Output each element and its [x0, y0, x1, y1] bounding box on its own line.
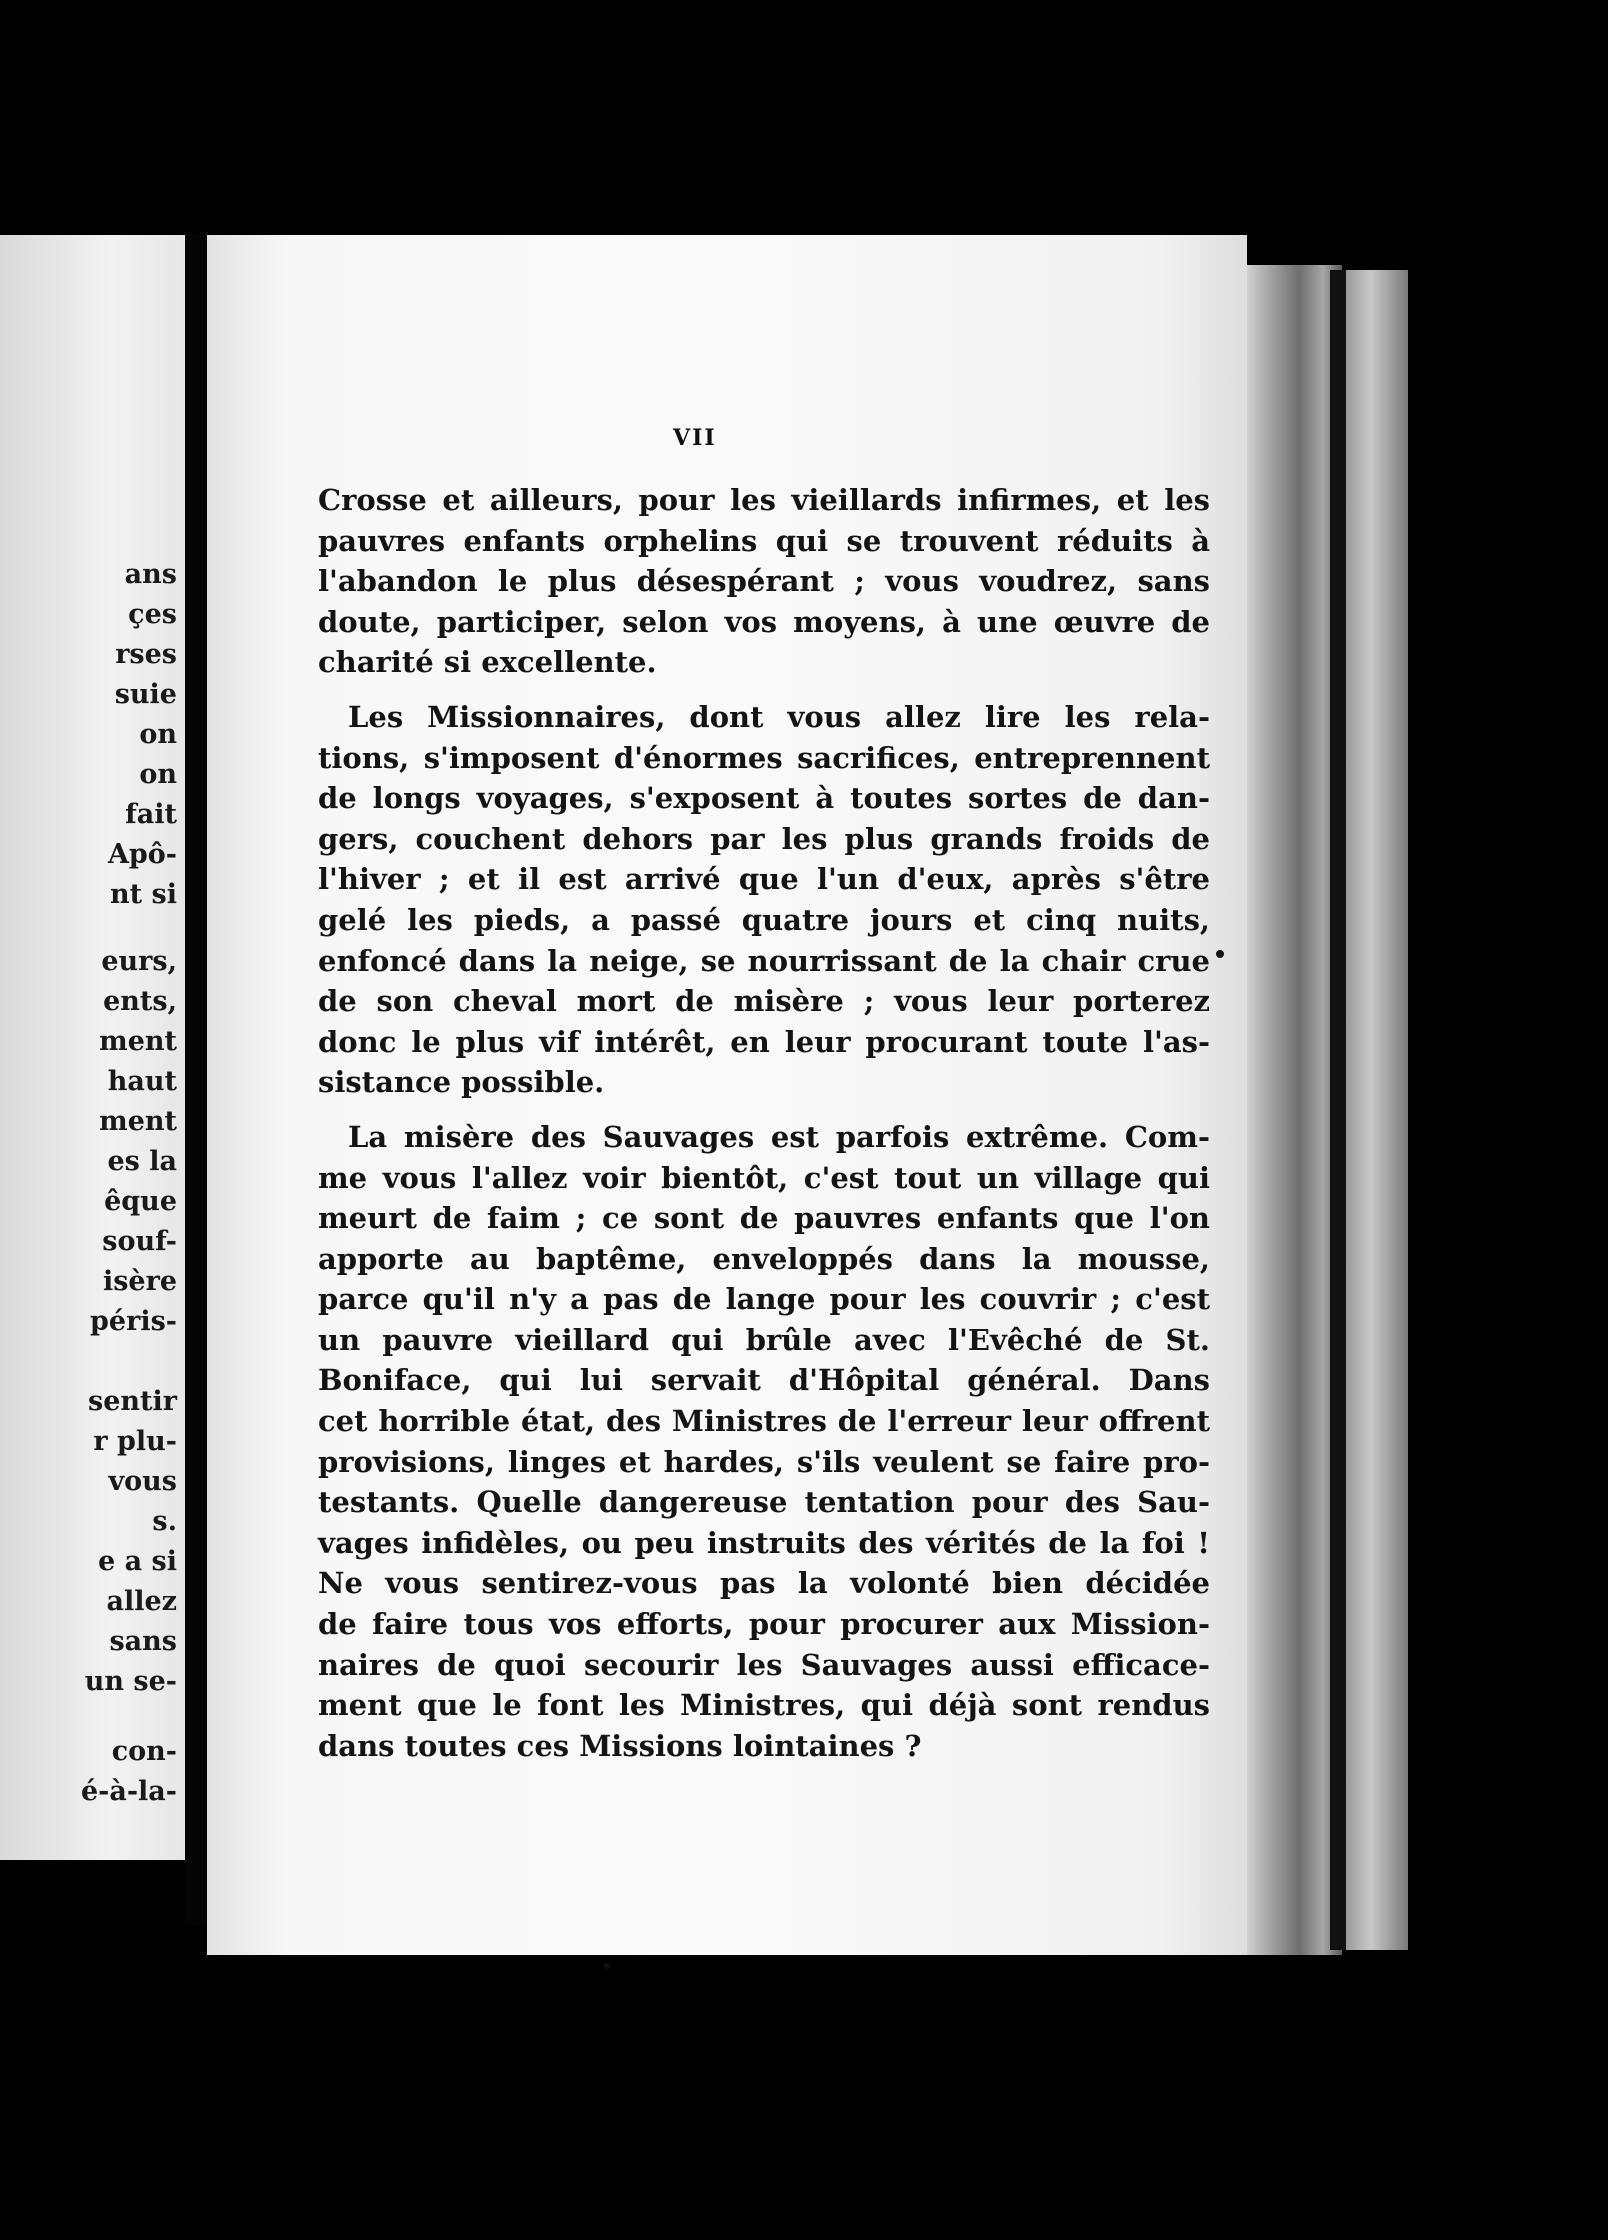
- page-block-edge: [1247, 265, 1342, 1955]
- speck: [604, 1963, 610, 1969]
- text-line: testants. Quelle dangereuse tentation pour des Sau-: [318, 1485, 1210, 1520]
- left-page-fragment: [0, 235, 185, 1860]
- left-page-line: ment: [99, 1026, 177, 1057]
- paragraph: [318, 697, 1210, 1103]
- text-line: cet horrible état, des Ministres de l'erreur leur offrent: [318, 1404, 1210, 1439]
- paragraph-gap: [318, 683, 1210, 697]
- text-line: dans toutes ces Missions lointaines ?: [318, 1728, 922, 1763]
- text-line: Crosse et ailleurs, pour les vieillards infirmes, et les: [318, 483, 1210, 517]
- text-line: provisions, linges et hardes, s'ils veulent se faire pro-: [318, 1444, 1210, 1479]
- text-line: Boniface, qui lui servait d'Hôpital général. Dans: [318, 1363, 1210, 1398]
- text-line: meurt de faim ; ce sont de pauvres enfants que l'on: [318, 1201, 1210, 1236]
- left-page-line: allez: [106, 1586, 177, 1617]
- text-line: enfoncé dans la neige, se nourrissant de la chair crue: [318, 943, 1210, 978]
- paragraph: [318, 480, 1210, 683]
- text-line: l'abandon le plus désespérant ; vous voudrez, sans: [318, 564, 1210, 599]
- left-page-line: ents,: [103, 986, 177, 1017]
- text-line: vages infidèles, ou peu instruits des vérités de la foi !: [318, 1525, 1210, 1560]
- left-page-line: vous: [108, 1466, 177, 1497]
- text-line: ment que le font les Ministres, qui déjà sont rendus: [318, 1688, 1210, 1723]
- left-page-line: haut: [107, 1066, 177, 1097]
- left-page-line: eurs,: [101, 946, 177, 977]
- left-page-line: on: [139, 759, 177, 790]
- text-line: charité si excellente.: [318, 645, 657, 680]
- left-page-line: suie: [114, 679, 177, 710]
- left-page-line: e a si: [98, 1546, 177, 1577]
- paragraph-gap: [318, 1103, 1210, 1117]
- text-line: me vous l'allez voir bientôt, c'est tout un village qui: [318, 1160, 1210, 1195]
- left-page-line: êque: [104, 1186, 177, 1217]
- page-block-shadow: [1330, 270, 1346, 1950]
- text-line: donc le plus vif intérêt, en leur procurant toute l'as-: [318, 1024, 1210, 1059]
- left-page-line: ment: [99, 1106, 177, 1137]
- text-line: parce qu'il n'y a pas de lange pour les couvrir ; c'est: [318, 1282, 1210, 1317]
- left-page-line: Apô-: [107, 839, 177, 870]
- left-page-line: nt si: [110, 879, 177, 910]
- text-line: un pauvre vieillard qui brûle avec l'Evêché de St.: [318, 1322, 1210, 1357]
- left-page-line: sans: [109, 1626, 177, 1657]
- text-line: tions, s'imposent d'énormes sacrifices, entreprennent: [318, 740, 1210, 775]
- cover-edge: [1346, 270, 1408, 1950]
- left-page-line: ans: [124, 559, 177, 590]
- page-number: VII: [673, 425, 717, 451]
- left-page-line: é-à-la-: [80, 1776, 177, 1807]
- left-page-line: çes: [128, 599, 177, 630]
- text-line: sistance possible.: [318, 1065, 605, 1100]
- left-page-line: r plu-: [93, 1426, 177, 1457]
- text-line: gelé les pieds, a passé quatre jours et cinq nuits,: [318, 902, 1210, 937]
- text-line: naires de quoi secourir les Sauvages aussi efficace-: [318, 1647, 1210, 1682]
- body-text: [318, 480, 1210, 1766]
- text-line: apporte au baptême, enveloppés dans la mousse,: [318, 1241, 1210, 1276]
- text-line: gers, couchent dehors par les plus grands froids de: [318, 821, 1210, 856]
- text-line: l'hiver ; et il est arrivé que l'un d'eux, après s'être: [318, 862, 1210, 897]
- left-page-line: fait: [125, 799, 177, 830]
- left-page-line: sentir: [88, 1386, 177, 1417]
- left-page-line: rses: [115, 639, 177, 670]
- speck: [1216, 950, 1224, 958]
- book-gutter: [185, 235, 207, 1925]
- text-line: Les Missionnaires, dont vous allez lire les rela-: [348, 699, 1210, 734]
- text-line: La misère des Sauvages est parfois extrême. Com-: [348, 1119, 1210, 1154]
- text-line: doute, participer, selon vos moyens, à une œuvre de: [318, 604, 1210, 639]
- left-page-line: con-: [111, 1736, 177, 1767]
- left-page-line: es la: [107, 1146, 177, 1177]
- text-line: de longs voyages, s'exposent à toutes sortes de dan-: [318, 781, 1210, 816]
- left-page-line: souf-: [102, 1226, 177, 1257]
- left-page-line: isère: [102, 1266, 177, 1297]
- left-page-line: un se-: [84, 1666, 177, 1697]
- text-line: de faire tous vos efforts, pour procurer aux Mission-: [318, 1607, 1210, 1642]
- left-page-line: s.: [152, 1506, 177, 1537]
- text-line: pauvres enfants orphelins qui se trouvent réduits à: [318, 523, 1210, 558]
- left-page-line: on: [139, 719, 177, 750]
- text-line: Ne vous sentirez-vous pas la volonté bien décidée: [318, 1566, 1210, 1601]
- paragraph: [318, 1117, 1210, 1767]
- left-page-line: péris-: [90, 1306, 177, 1337]
- text-line: de son cheval mort de misère ; vous leur porterez: [318, 984, 1210, 1019]
